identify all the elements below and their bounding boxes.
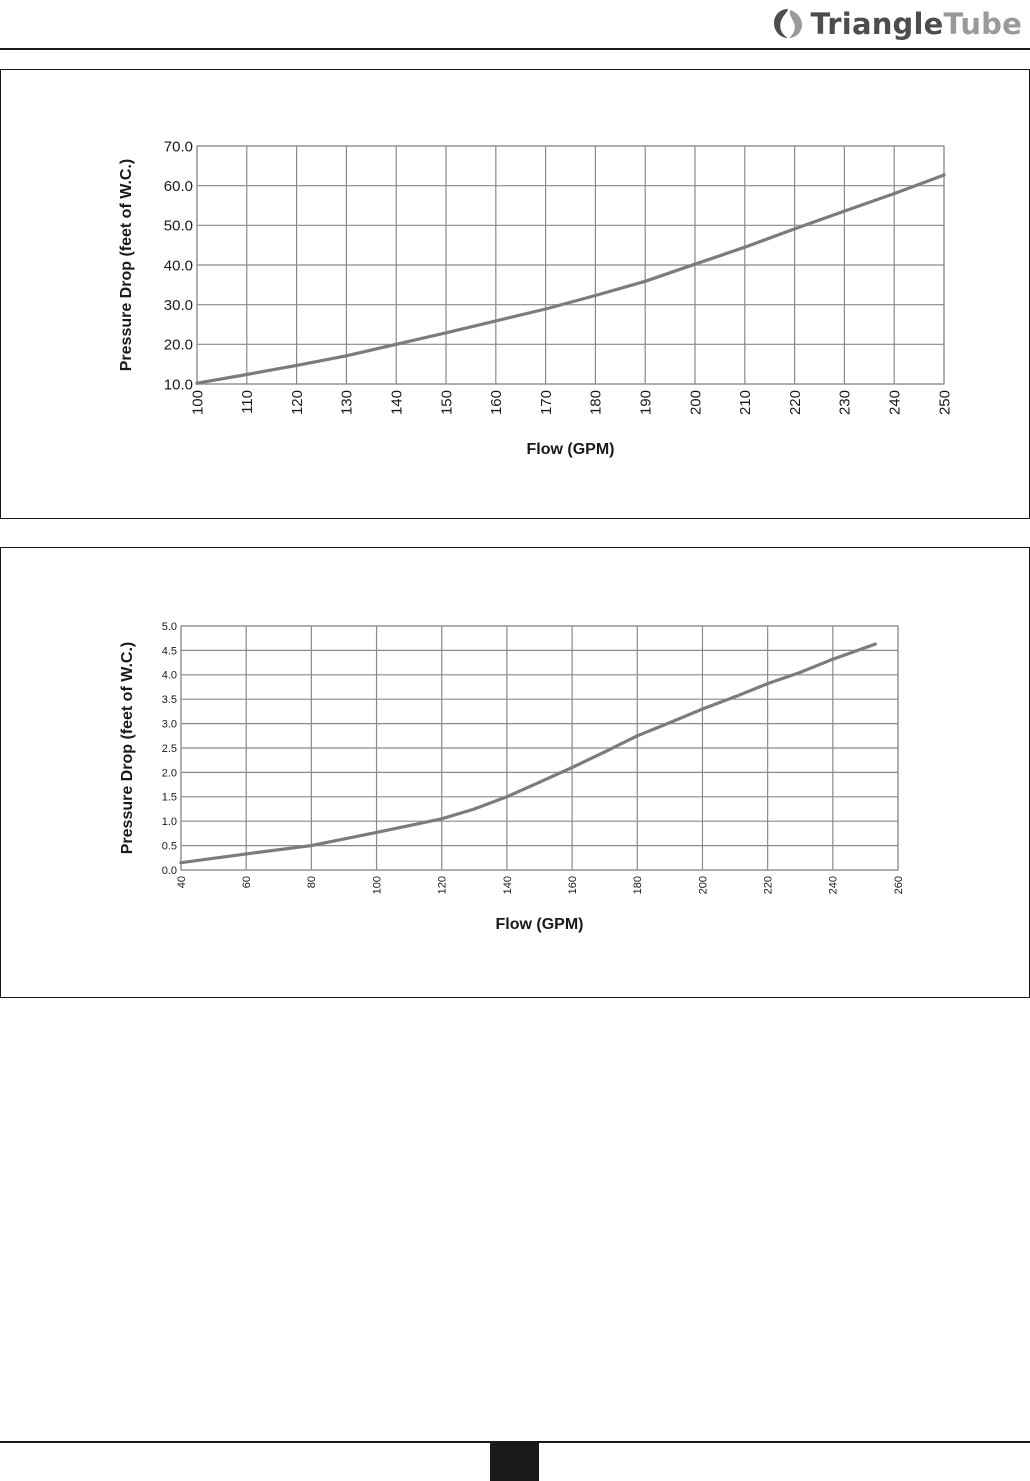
x-tick-label: 220 <box>762 876 775 895</box>
y-axis-title: Pressure Drop (feet of W.C.) <box>119 641 136 855</box>
x-tick-label: 170 <box>537 390 555 416</box>
data-point <box>693 263 696 266</box>
triangle-tube-logo-icon <box>771 7 805 41</box>
data-point <box>444 331 447 334</box>
x-tick-label: 200 <box>697 876 710 895</box>
x-tick-label: 140 <box>388 390 406 416</box>
chart-2-svg <box>1 548 1029 997</box>
x-tick-label: 230 <box>836 390 854 416</box>
data-point <box>473 807 476 810</box>
x-tick-label: 160 <box>488 390 506 416</box>
y-tick-label: 50.0 <box>163 217 193 235</box>
data-point <box>831 658 834 661</box>
x-tick-label: 160 <box>566 876 579 895</box>
data-point <box>799 671 802 674</box>
data-point <box>440 817 443 820</box>
brand-name-part2: Tube <box>943 7 1022 41</box>
y-tick-label: 10.0 <box>163 376 193 394</box>
pressure-drop-chart-1 <box>0 69 1030 519</box>
data-point <box>743 246 746 249</box>
data-point <box>245 852 248 855</box>
y-tick-label: 0.0 <box>161 864 177 877</box>
x-axis-title: Flow (GPM) <box>495 916 584 933</box>
data-point <box>505 795 508 798</box>
page-header <box>0 0 1030 50</box>
data-point <box>310 844 313 847</box>
y-tick-label: 60.0 <box>163 177 193 195</box>
x-tick-label: 130 <box>338 390 356 416</box>
x-tick-label: 250 <box>936 390 954 416</box>
y-tick-label: 4.0 <box>161 669 177 682</box>
data-point <box>893 192 896 195</box>
x-tick-label: 120 <box>436 876 449 895</box>
chart-1-svg <box>1 70 1029 518</box>
x-tick-label: 100 <box>189 390 207 416</box>
y-tick-label: 3.5 <box>161 694 177 707</box>
y-tick-label: 1.0 <box>161 816 177 829</box>
data-point <box>843 209 846 212</box>
y-tick-label: 2.5 <box>161 742 177 755</box>
data-point <box>668 721 671 724</box>
x-tick-label: 110 <box>239 390 257 414</box>
y-tick-label: 30.0 <box>163 296 193 314</box>
data-point <box>544 307 547 310</box>
y-tick-label: 4.5 <box>161 645 177 658</box>
data-point <box>766 682 769 685</box>
data-point <box>494 319 497 322</box>
x-tick-label: 210 <box>737 390 755 416</box>
y-axis-title: Pressure Drop (feet of W.C.) <box>118 158 135 372</box>
data-point <box>874 642 877 645</box>
data-point <box>295 364 298 367</box>
data-point <box>701 707 704 710</box>
page-number-tab <box>490 1443 539 1481</box>
x-tick-label: 260 <box>892 876 905 895</box>
data-point <box>733 695 736 698</box>
y-tick-label: 40.0 <box>163 257 193 275</box>
data-point <box>942 173 945 176</box>
data-point <box>603 750 606 753</box>
x-tick-label: 140 <box>501 876 514 895</box>
data-point <box>245 373 248 376</box>
y-tick-label: 0.5 <box>161 840 177 853</box>
data-point <box>793 227 796 230</box>
data-point <box>644 280 647 283</box>
x-tick-label: 100 <box>371 876 384 895</box>
x-tick-label: 240 <box>827 876 840 895</box>
data-point <box>570 766 573 769</box>
x-tick-label: 40 <box>175 876 188 889</box>
y-tick-label: 3.0 <box>161 718 177 731</box>
data-point <box>395 343 398 346</box>
data-point <box>195 382 198 385</box>
x-tick-label: 60 <box>241 876 254 889</box>
data-point <box>538 781 541 784</box>
x-tick-label: 180 <box>587 390 605 416</box>
data-point <box>179 861 182 864</box>
x-tick-label: 120 <box>288 390 306 416</box>
brand-name <box>811 7 1023 41</box>
x-tick-label: 240 <box>886 390 904 416</box>
brand-logo <box>771 6 1023 42</box>
y-tick-label: 70.0 <box>163 138 193 156</box>
y-tick-label: 5.0 <box>161 620 177 633</box>
x-tick-label: 190 <box>637 390 655 416</box>
pressure-drop-chart-2 <box>0 547 1030 998</box>
x-tick-label: 180 <box>632 876 645 895</box>
x-axis-title: Flow (GPM) <box>526 441 615 458</box>
x-tick-label: 150 <box>438 390 456 416</box>
x-tick-label: 220 <box>786 390 804 416</box>
y-tick-label: 2.0 <box>161 767 177 780</box>
data-point <box>345 354 348 357</box>
brand-name-part1: Triangle <box>810 7 944 41</box>
data-point <box>375 831 378 834</box>
data-point <box>636 734 639 737</box>
y-tick-label: 1.5 <box>161 791 177 804</box>
header-divider <box>0 48 1030 50</box>
x-tick-label: 80 <box>306 876 319 889</box>
y-tick-label: 20.0 <box>163 336 193 354</box>
data-point <box>594 294 597 297</box>
x-tick-label: 200 <box>687 390 705 416</box>
